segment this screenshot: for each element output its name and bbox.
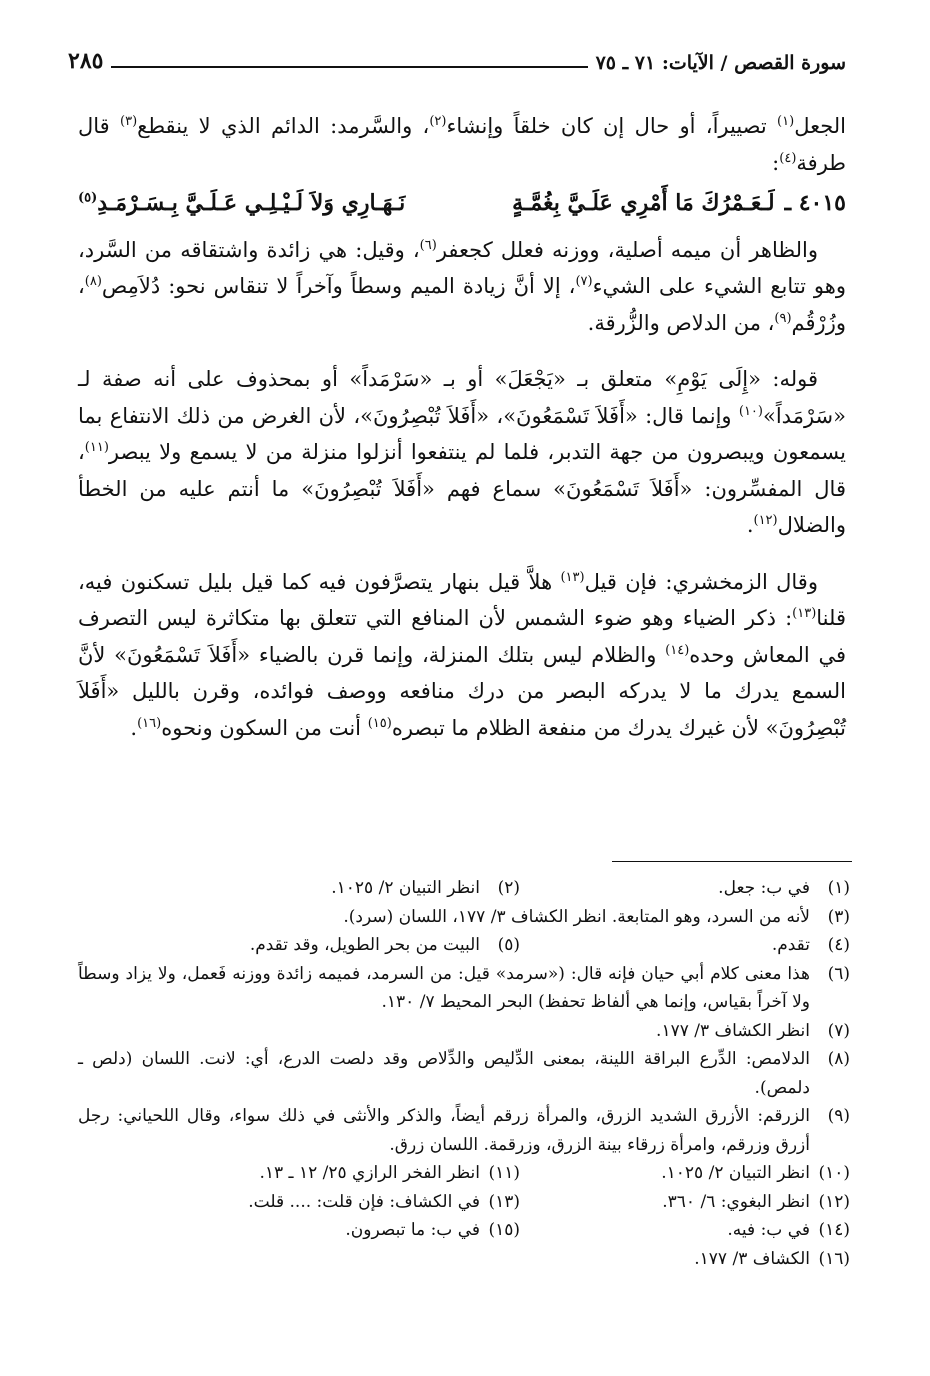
text-run: ، وزُرْقُم [78,274,846,335]
paragraph-3 [78,361,846,544]
text-run: : [772,150,780,175]
footnote-number: (١٣) [488,1191,520,1212]
text-run: . [130,715,138,740]
footnote-text: الكشاف ٣/ ١٧٧. [694,1248,810,1269]
footnote-16 [78,1245,850,1274]
footnote-ref[interactable]: (٤) [779,150,797,166]
text-run: تصييراً، أو حال إن كان خلقاً وإنشاء [446,114,778,138]
footnote-text: في ب: فيه. [727,1220,810,1240]
text-run: ، من الدلاص والزُّرقة. [587,310,775,335]
footnote-text: انظر التبيان ٢/ ١٠٢٥. [661,1163,810,1183]
footnote-12 [520,1188,850,1217]
footnote-9 [78,1102,850,1159]
verse-second-hemistich [78,185,405,222]
footnote-text: في ب: ما تبصرون. [345,1220,480,1240]
footnote-1 [520,874,850,903]
footnote-number: (١١) [488,1163,520,1183]
footnote-ref[interactable]: (١٣) [792,606,817,621]
footnote-number: (١٤) [818,1220,850,1240]
footnote-row [78,931,850,960]
footnote-2 [78,874,520,903]
text-run: وقال الزمخشري: فإن قيل [584,569,818,594]
text-run: قال طرفة [78,114,846,175]
paragraph-1 [78,108,846,181]
footnote-ref[interactable]: (١٣) [560,569,585,585]
text-run: الجعل [794,114,847,138]
footnote-ref[interactable]: (٥) [78,190,98,206]
footnote-ref[interactable]: (١) [777,114,795,129]
poetry-verse [78,185,846,222]
footnote-ref[interactable]: (١٢) [753,513,778,528]
footnote-number: (١٠) [818,1163,850,1183]
text-run: نَـهَـارِي وَلاَ لَـيْـلِـي عَـلَـيَّ بِـسَـرْمَـدِ [97,190,406,216]
footnote-ref[interactable]: (١١) [84,440,109,455]
footnote-text: هذا معنى كلام أبي حيان فإنه قال: («سرمد» قيل: من السرمد، فميمه زائدة ووزنه فَعمل، ولا يزاد وسطاً ولا آخراً بقياس، وإنما هي ألفاظ تحفظ) البحر المحيط ٧/ ١٣٠. [78,963,810,1012]
page-header [68,40,846,74]
text-run: ، قال المفسِّرون: «أَفَلاَ تَسْمَعُونَ» سماع فهم «أَفَلاَ تُبْصِرُونَ» ما أنتم عليه من الخطأ والضلال [78,440,846,537]
footnote-number: (٥) [497,935,520,955]
header-rule [111,66,587,68]
footnote-7 [78,1017,850,1046]
footnote-ref[interactable]: (٢) [429,114,447,129]
footnote-row [78,1216,850,1245]
footnote-14 [520,1216,850,1245]
footnote-number: (١٦) [818,1248,850,1269]
footnote-row [78,1188,850,1217]
footnote-row [78,1159,850,1188]
text-run: هلاَّ قيل بنهار يتصرَّفون فيه كما قيل بليل تسكنون فيه، قلنا [78,569,847,630]
footnote-ref[interactable]: (٦) [419,237,437,253]
footnote-3 [78,903,850,932]
footnote-text: الزرقم: الأزرق الشديد الزرق، والمرأة زرقم أيضاً، والذكر والأنثى في ذلك سواء، وقال اللحياني: رجل أزرق وزرقم، وامرأة زرقاء بينة الزرق، وزرقمة. اللسان زرق. [78,1106,810,1155]
paragraph-2 [78,232,846,342]
footnote-text: في ب: جعل. [718,878,810,898]
footnote-4 [520,931,850,960]
footnote-number: (٣) [827,906,850,927]
footnote-5 [78,931,520,960]
footnote-6 [78,960,850,1017]
footnote-text: انظر الفخر الرازي ٢٥/ ١٢ ـ ١٣. [259,1163,480,1183]
footnote-text: لأنه من السرد، وهو المتابعة. انظر الكشاف ٣/ ١٧٧، اللسان (سرد). [343,906,810,927]
footnote-number: (١) [827,878,850,898]
footnote-number: (٢) [497,878,520,898]
main-text [78,108,846,746]
footnote-number: (٦) [827,963,850,984]
verse-number: ٤٠١٥ ـ [784,190,846,216]
footnote-text: الدلامص: الدِّرع البراقة اللينة، بمعنى الدِّليص والدِّلاص وقد دلصت الدرع، أي: لانت. اللسان (دلص ـ دلمص). [78,1049,810,1098]
footnote-ref[interactable]: (١٦) [137,715,162,731]
text-run: والظلام ليس بتلك المنزلة، وإنما قرن بالضياء «أَفَلاَ تَسْمَعُونَ» لأنَّ السمع يدرك ما لا يدركه البصر من درك منافعه ووصف فوائده، وقرن بالليل «أَفَلاَ تُبْصِرُونَ» لأن غيرك يدرك من منفعة الظلام ما تبصره [78,642,846,740]
footnote-text: تقدم. [771,935,810,955]
footnote-13 [78,1188,520,1217]
footnote-ref[interactable]: (٣) [120,114,138,129]
text-run: ، وقيل: هي زائدة واشتقاقه من السَّرد، وهو تتابع الشيء على الشيء [78,237,846,298]
footnote-ref[interactable]: (١٤) [665,642,690,658]
paragraph-4 [78,564,846,747]
footnote-text: في الكشاف: فإن قلت: .... قلت. [248,1191,480,1212]
footnote-15 [78,1216,520,1245]
footnote-11 [78,1159,520,1188]
footnote-text: البيت من بحر الطويل، وقد تقدم. [249,935,480,955]
text-run: والظاهر أن ميمه أصلية، ووزنه فعلل كجعفر [436,237,818,262]
verse-first-hemistich: لَـعَـمْرُكَ مَا أَمْرِي عَلَـيَّ بِغُمَّـةٍ [512,190,775,216]
text-run: ، والسَّرمد: الدائم الذي لا ينقطع [137,114,430,138]
footnote-8 [78,1045,850,1102]
footnote-number: (٤) [827,935,850,955]
footnote-text: انظر البغوي: ٦/ ٣٦٠. [662,1191,810,1212]
text-run: : ذكر الضياء وهو ضوء الشمس لأن المنافع التي تتعلق بها متكاثرة ليس التصرف في المعاش وحده [78,606,846,667]
text-run: ، إلا أنَّ زيادة الميم وسطاً وآخراً لا تنقاس نحو: دُلاَمِص [101,274,576,298]
footnote-10 [520,1159,850,1188]
footnote-number: (١٥) [488,1220,520,1240]
footnote-ref[interactable]: (١٥) [367,715,392,731]
footnote-number: (١٢) [818,1191,850,1212]
footnote-number: (٨) [827,1049,850,1069]
running-title: سورة القصص / الآيات: ٧١ ـ ٧٥ [595,52,846,74]
footnote-ref[interactable]: (١٠) [738,403,763,419]
footnote-separator [612,861,852,862]
footnote-number: (٧) [827,1020,850,1041]
footnote-text: انظر التبيان ٢/ ١٠٢٥. [331,878,480,898]
footnote-ref[interactable]: (٨) [84,274,102,289]
text-run: . [746,513,754,537]
text-run: وإنما قال: «أَفَلاَ تَسْمَعُونَ»، «أَفَلاَ تُبْصِرُونَ»، لأن الغرض من ذلك الانتفاع بما يسمعون ويبصرون من جهة التدبر، فلما لم ينتفعوا أنزلوا منزلة من لا يسمع ولا يبصر [78,403,846,464]
footnote-text: انظر الكشاف ٣/ ١٧٧. [656,1020,810,1041]
text-run: قوله: «إِلَى يَوْمِ» متعلق بـ «يَجْعَلَ» أو بـ «سَرْمَداً» أو بمحذوف على أنه صفة لـ «سَرْمَداً» [78,367,846,428]
footnote-ref[interactable]: (٧) [575,274,593,289]
footnote-row [78,874,850,903]
footnotes [78,874,850,1273]
text-run: أنت من السكون ونحوه [161,715,368,740]
footnote-number: (٩) [827,1106,850,1126]
footnote-ref[interactable]: (٩) [774,310,792,326]
page-number: ٢٨٥ [68,48,104,74]
